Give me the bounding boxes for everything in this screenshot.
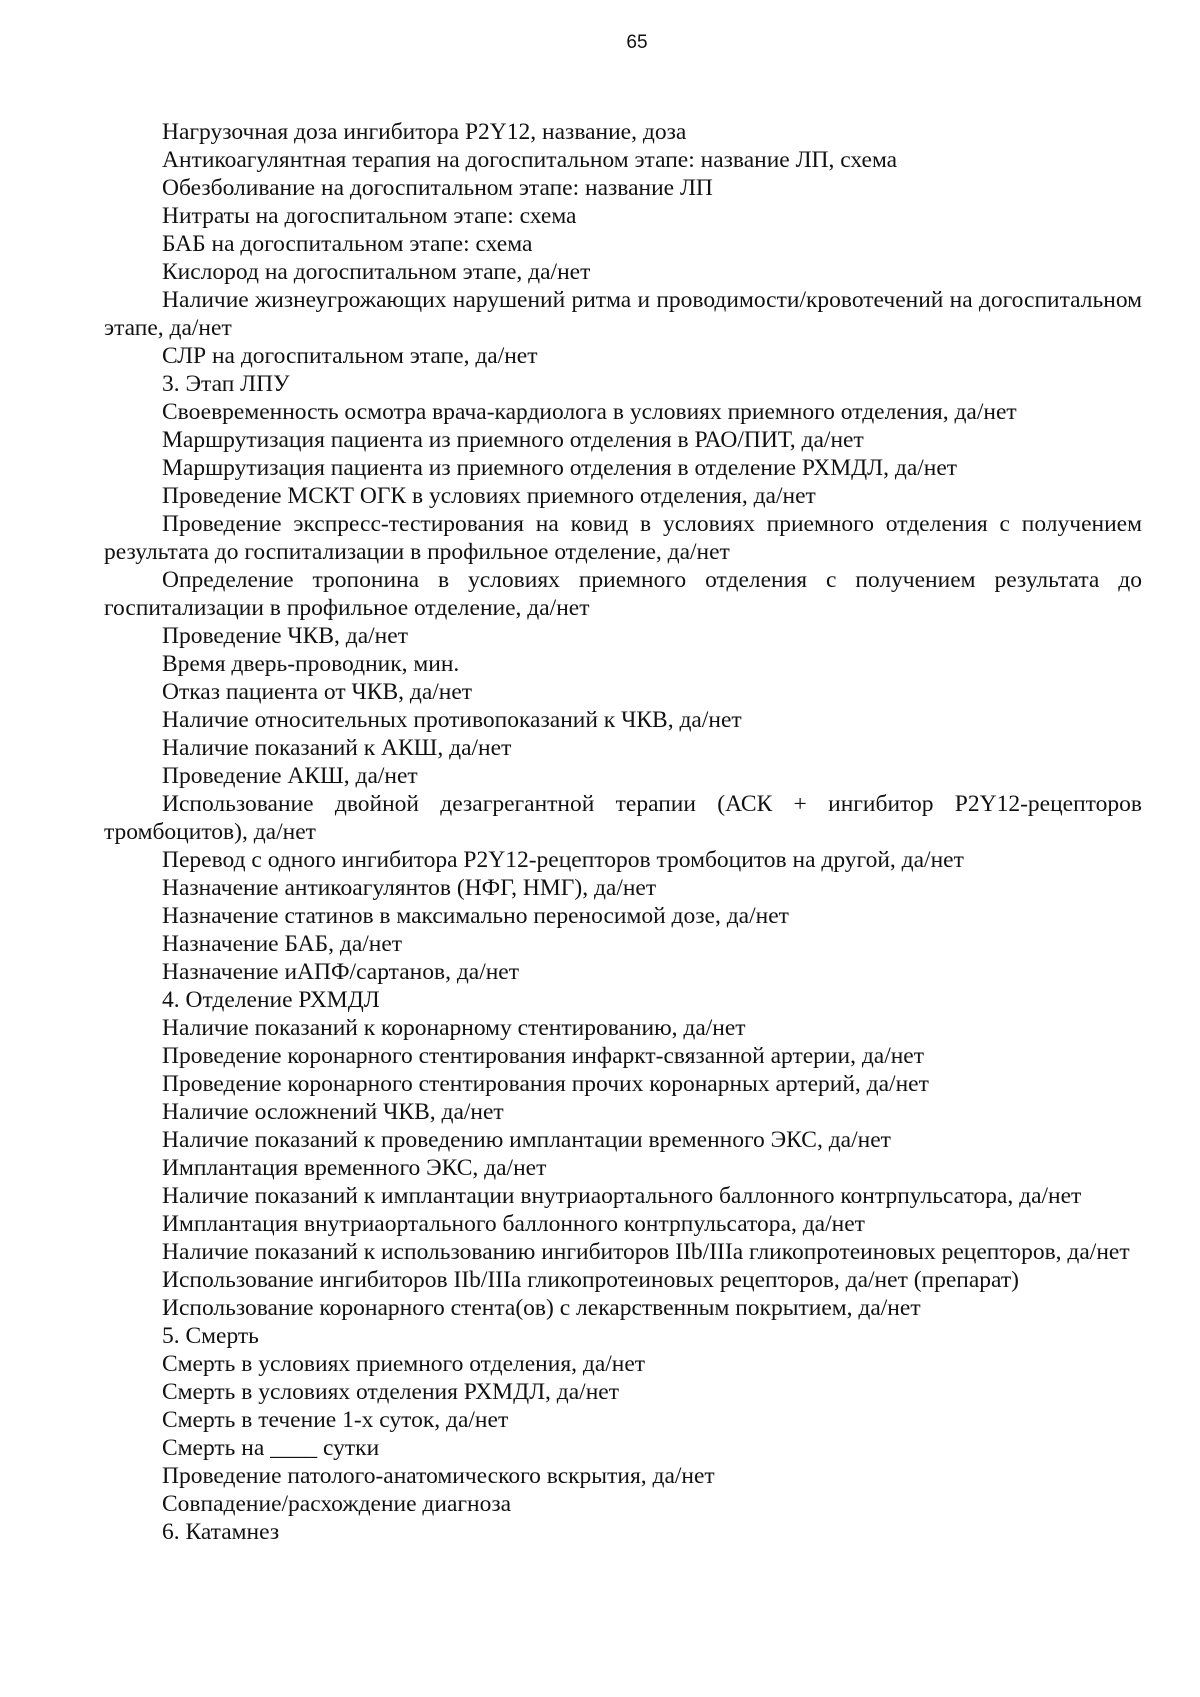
text-line: 3. Этап ЛПУ [162, 371, 290, 397]
text-line: Маршрутизация пациента из приемного отделения в отделение РХМДЛ, да/нет [162, 455, 958, 481]
text-line: Смерть в условиях приемного отделения, да/нет [162, 1351, 646, 1377]
text-line: Антикоагулянтная терапия на догоспитальном этапе: название ЛП, схема [162, 147, 898, 173]
text-line: Маршрутизация пациента из приемного отделения в РАО/ПИТ, да/нет [162, 427, 864, 453]
text-line: Наличие осложнений ЧКВ, да/нет [162, 1099, 504, 1125]
text-line: Назначение антикоагулянтов (НФГ, НМГ), да/нет [162, 875, 657, 901]
text-line: Использование коронарного стента(ов) с лекарственным покрытием, да/нет [162, 1295, 921, 1321]
page-number: 65 [626, 32, 648, 53]
text-line: Проведение коронарного стентирования инфаркт-связанной артерии, да/нет [162, 1043, 925, 1069]
text-line: Имплантация внутриаортального баллонного контрпульсатора, да/нет [162, 1211, 865, 1237]
text-line: Проведение экспресс-тестирования на ковид в условиях приемного отделения с получением результата до госпитализации в профильное отделение, да/нет [104, 511, 1142, 565]
text-line: Совпадение/расхождение диагноза [162, 1491, 512, 1517]
text-line: Перевод с одного ингибитора P2Y12-рецепторов тромбоцитов на другой, да/нет [162, 847, 964, 873]
text-line: Время дверь-проводник, мин. [162, 651, 460, 677]
text-line: Нитраты на догоспитальном этапе: схема [162, 203, 577, 229]
text-line: СЛР на догоспитальном этапе, да/нет [162, 343, 538, 369]
text-line: Смерть на ____ сутки [162, 1435, 380, 1461]
text-line: Определение тропонина в условиях приемного отделения с получением результата до госпитализации в профильное отделение, да/нет [104, 567, 1142, 621]
text-line: Наличие показаний к использованию ингибиторов IIb/IIIa гликопротеиновых рецепторов, да/нет [162, 1239, 1130, 1265]
text-line: Наличие относительных противопоказаний к ЧКВ, да/нет [162, 707, 742, 733]
text-line: Назначение иАПФ/сартанов, да/нет [162, 959, 520, 985]
text-line: Обезболивание на догоспитальном этапе: название ЛП [162, 175, 713, 201]
text-line: 5. Смерть [162, 1323, 259, 1349]
text-line: Назначение БАБ, да/нет [162, 931, 403, 957]
text-line: Наличие показаний к проведению имплантации временного ЭКС, да/нет [162, 1127, 891, 1153]
text-line: Смерть в течение 1-х суток, да/нет [162, 1407, 509, 1433]
text-line: Кислород на догоспитальном этапе, да/нет [162, 259, 591, 285]
text-line: Нагрузочная доза ингибитора P2Y12, название, доза [162, 119, 687, 145]
text-line: БАБ на догоспитальном этапе: схема [162, 231, 533, 257]
text-line: Проведение АКШ, да/нет [162, 763, 418, 789]
text-line: Отказ пациента от ЧКВ, да/нет [162, 679, 473, 705]
text-line: Проведение ЧКВ, да/нет [162, 623, 408, 649]
text-line: Назначение статинов в максимально переносимой дозе, да/нет [162, 903, 789, 929]
text-line: Своевременность осмотра врача-кардиолога в условиях приемного отделения, да/нет [162, 399, 1017, 425]
text-line: Проведение МСКТ ОГК в условиях приемного отделения, да/нет [162, 483, 816, 509]
text-line: Проведение патолого-анатомического вскрытия, да/нет [162, 1463, 715, 1489]
text-line: 6. Катамнез [162, 1519, 280, 1545]
text-line: Проведение коронарного стентирования прочих коронарных артерий, да/нет [162, 1071, 929, 1097]
document-body [104, 118, 1142, 1546]
text-line: Наличие показаний к АКШ, да/нет [162, 735, 512, 761]
text-line: Использование двойной дезагрегантной терапии (АСК + ингибитор P2Y12-рецепторов тромбоцитов), да/нет [104, 791, 1142, 845]
text-line: Наличие показаний к коронарному стентированию, да/нет [162, 1015, 746, 1041]
text-line: Имплантация временного ЭКС, да/нет [162, 1155, 547, 1181]
text-line: Использование ингибиторов IIb/IIIa гликопротеиновых рецепторов, да/нет (препарат) [162, 1267, 1019, 1293]
text-line: Наличие жизнеугрожающих нарушений ритма и проводимости/кровотечений на догоспитальном этапе, да/нет [104, 287, 1142, 341]
text-line: Наличие показаний к имплантации внутриаортального баллонного контрпульсатора, да/нет [162, 1183, 1082, 1209]
text-line: 4. Отделение РХМДЛ [162, 987, 380, 1013]
text-line: Смерть в условиях отделения РХМДЛ, да/нет [162, 1379, 619, 1405]
